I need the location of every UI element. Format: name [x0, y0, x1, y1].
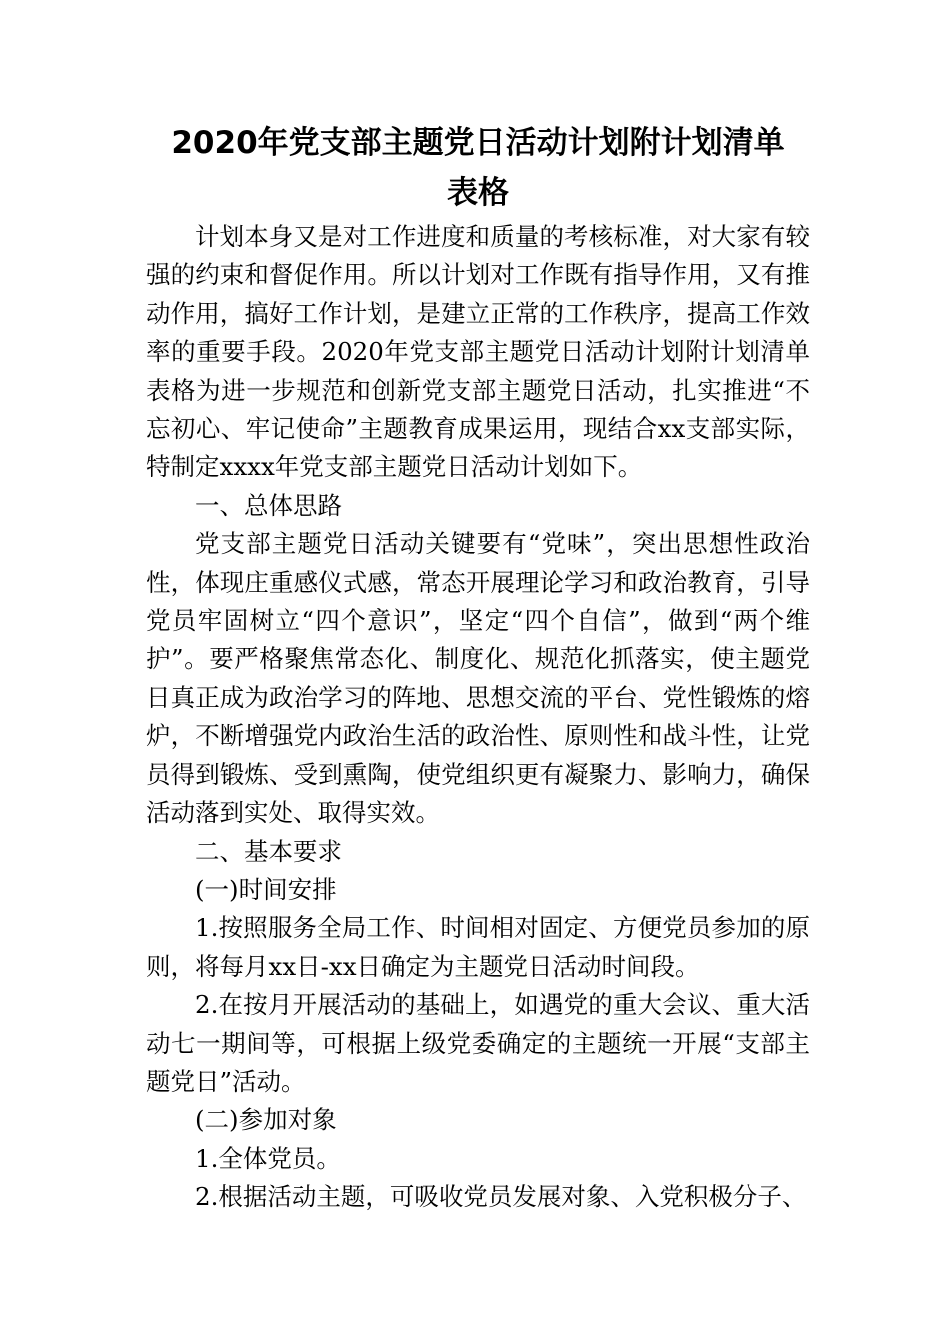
list-item-time-2: 2.在按月开展活动的基础上，如遇党的重大会议、重大活动七一期间等，可根据上级党委确定的主题统一开展“支部主题党日”活动。 [146, 990, 810, 1096]
subsection-heading-time: (一)时间安排 [195, 874, 337, 904]
title-line-1: 2020年党支部主题党日活动计划附计划清单 [171, 125, 785, 161]
list-item-participants-1: 1.全体党员。 [195, 1143, 341, 1173]
paragraph-overall-idea: 党支部主题党日活动关键要有“党味”，突出思想性政治性，体现庄重感仪式感，常态开展理论学习和政治教育，引导党员牢固树立“四个意识”，坚定“四个自信”，做到“两个维护”。要严格聚焦常态化、制度化、规范化抓落实，使主题党日真正成为政治学习的阵地、思想交流的平台、党性锻炼的熔炉，不断增强党内政治生活的政治性、原则性和战斗性，让党员得到锻炼、受到熏陶，使党组织更有凝聚力、影响力，确保活动落到实处、取得实效。 [146, 529, 810, 828]
list-item-participants-2: 2.根据活动主题，可吸收党员发展对象、入党积极分子、 [195, 1182, 807, 1212]
paragraph-intro: 计划本身又是对工作进度和质量的考核标准，对大家有较强的约束和督促作用。所以计划对工作既有指导作用，又有推动作用，搞好工作计划，是建立正常的工作秩序，提高工作效率的重要手段。2020年党支部主题党日活动计划附计划清单表格为进一步规范和创新党支部主题党日活动，扎实推进“不忘初心、牢记使命”主题教育成果运用，现结合xx支部实际，特制定xxxx年党支部主题党日活动计划如下。 [146, 222, 810, 482]
document-title [146, 118, 810, 218]
title-line-2: 表格 [447, 175, 509, 211]
subsection-heading-participants: (二)参加对象 [195, 1105, 337, 1135]
section-heading-1: 一、总体思路 [195, 490, 342, 520]
document-body [146, 218, 810, 1217]
list-item-time-1: 1.按照服务全局工作、时间相对固定、方便党员参加的原则，将每月xx日-xx日确定为主题党日活动时间段。 [146, 913, 810, 981]
section-heading-2: 二、基本要求 [195, 836, 342, 866]
